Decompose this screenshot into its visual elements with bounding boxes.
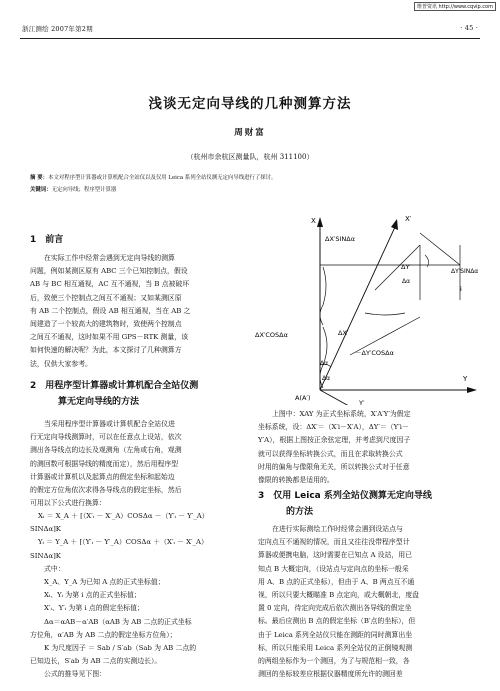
body-line: 标，所以只能采用 Leica 系列全站仪的正倒镜观测 <box>258 643 413 652</box>
label-dx: ΔX′ <box>338 329 349 337</box>
page-number: · 45 · <box>460 24 478 32</box>
label-dy: ΔY′ <box>401 263 411 271</box>
label-y-prime: Y′ <box>359 399 365 405</box>
body-line: 用 A、B 点的正式坐标），但由于 A、B 两点互不通 <box>258 577 415 586</box>
body-line: 测出各导线点的边长及观测角（左角或右角，观测 <box>30 446 182 455</box>
header-rule <box>20 38 480 39</box>
formula-line: X′ᵢ、Y′ᵢ 为第 i 点的假定坐标值； <box>44 604 144 613</box>
body-line: 知点 B 大概定向，（设站点与定向点的坐标一般采 <box>258 564 409 573</box>
formula-line: Δα＝αAB－α′AB（αAB 为 AB 二点的正式坐标 <box>44 617 192 626</box>
brace-dy-cos <box>365 313 405 315</box>
coordinate-transform-diagram <box>255 205 485 405</box>
label-minus-dy-cos: －ΔY′COSΔα <box>355 349 394 357</box>
body-line: 当采用程序型计算器或计算机配合全站仪进 <box>44 420 175 428</box>
body-line: 在实际工作中经常会遇到无定向导线的测算 <box>44 254 175 262</box>
abstract-text: 本文对程序型计算器或计算机配合全站仪以及仅用 Leica 系列全站仪测无定向导线进行了探讨。 <box>48 175 277 181</box>
section-1-title: 1 前言 <box>30 235 64 245</box>
keywords-text: 无定向导线；程序型计算器 <box>51 187 117 193</box>
section-3-title-line: 的方法 <box>286 507 314 517</box>
label-dy-sin: ΔY′SINΔα <box>451 268 479 275</box>
section-3-title-line: 3 仅用 Leica 系列全站仪测算无定向导线 <box>258 491 432 501</box>
section-2-title-line: 算无定向导线的方法 <box>58 397 140 407</box>
label-da-low: Δα <box>322 375 331 382</box>
body-line: 有 AB 二个控制点，假设 AB 相互通视，当在 AB 之 <box>30 306 191 315</box>
body-line: 像限的转换都是适用的。 <box>258 476 334 485</box>
body-line: 的两组坐标作为一个测回，为了与规范相一致，各 <box>258 657 410 666</box>
body-line: 计算器或计算机以及起算点的假定坐标和起始边 <box>30 472 175 481</box>
article-title: 浅谈无定向导线的几种测算方法 <box>148 96 352 112</box>
label-da-upper: Δα <box>402 278 411 285</box>
watermark-stamp: 维普资讯 http://www.cqvip.com <box>414 2 496 11</box>
section-2-title <box>30 378 198 410</box>
label-da-mid: Δα <box>320 360 329 367</box>
rotated-segment <box>375 245 420 290</box>
body-line: 置 0 定向，待定向完成后依次测出各导线的假定坐 <box>258 604 412 613</box>
body-line: 法，仅供大家参考。 <box>30 359 93 368</box>
body-line: 由于 Leica 系列全站仪只能在测距的同时测算出坐 <box>258 630 413 639</box>
body-line: 标。最后应测出 B 点的假定坐标（B′点的坐标），但 <box>258 617 416 626</box>
body-line: 的假定方位角依次求得各导线点的假定坐标，然后 <box>30 486 182 495</box>
body-line: 的测回数可根据导线的精度而定），然后用程序型 <box>30 459 179 468</box>
body-line: 间建造了一个较高大的建筑物时，致使两个控制点 <box>30 320 182 329</box>
body-line: 算器或便携电脑，这时需要在已知点 A 设站，用已 <box>258 551 413 560</box>
body-line: 之间互不通视，这时如果不用 GPS－RTK 测量，该 <box>30 333 189 342</box>
label-x: X <box>311 217 316 225</box>
formula-line: SINΔα]K <box>30 551 61 560</box>
section-3-title <box>258 488 432 520</box>
formula-line: 方位角，α′AB 为 AB 二点的假定坐标方位角）； <box>30 630 177 639</box>
body-line: 时用的偏角与像限角无关，所以转换公式对于任意 <box>258 462 410 471</box>
body-line: 就可以获得坐标转换公式，而且在求取转换公式 <box>258 449 403 458</box>
body-line: 问题，例如某测区原有 ABC 三个已知控制点，假设 <box>30 267 188 276</box>
label-dx-cos: ΔX′COSΔα <box>255 331 288 339</box>
formula-line: 公式的推导见下图： <box>44 670 107 679</box>
label-y: Y <box>463 375 468 383</box>
formula-line: Yᵢ ＝ Y_A ＋ [（Y′ᵢ － Y′_A）COSΔα ＋（X′ᵢ － X′_A） <box>38 538 208 547</box>
formula-line: 式中： <box>44 564 65 573</box>
formula-line: X_A、Y_A 为已知 A 点的正式坐标值； <box>44 578 165 587</box>
label-dx-sin: ΔX′SINΔα <box>325 235 356 243</box>
section-3-body <box>258 523 478 681</box>
article-author: 周财富 <box>234 128 266 138</box>
keywords <box>30 184 475 197</box>
formula-line: K 为尺度因子 ＝ Sab / S′ab（Sab 为 AB 二点的 <box>44 644 197 653</box>
article-affiliation: （杭州市余杭区测量队，杭州 311100） <box>186 153 314 161</box>
section-2-title-line: 2 用程序型计算器或计算机配合全站仪测 <box>30 381 199 391</box>
brace-dx-sin <box>320 267 326 325</box>
formula-line: 已知边长，S′ab 为 AB 二点的实测边长）。 <box>30 657 162 666</box>
x-prime-axis-arrow <box>391 219 398 230</box>
formula-line: Xᵢ、Yᵢ 为第 i 点的正式坐标值； <box>44 591 141 600</box>
label-a: A(A′) <box>295 394 311 402</box>
formula-line: SINΔα]K <box>30 525 61 534</box>
keywords-label: 关键词： <box>30 187 52 193</box>
body-line: 坐标系统，设：ΔX′＝（X′i－X′A），ΔY′＝（Y′i－ <box>258 423 409 432</box>
x-prime-axis <box>320 227 395 390</box>
label-x-prime: X′ <box>405 215 412 223</box>
body-line: AB 与 BC 相互通视，AC 互不通视，当 B 点被破坏 <box>30 280 190 289</box>
body-line: 可用以下公式进行换算： <box>30 499 106 508</box>
body-line: 定向点互不通视的情况，而且又往往没带程序型计 <box>258 538 410 547</box>
abstract <box>30 172 475 185</box>
formula-line: Xᵢ ＝ X_A ＋ [（X′ᵢ － X′_A）COSΔα －（Y′ᵢ － Y′_A） <box>38 512 209 520</box>
section-1-body <box>30 252 245 371</box>
body-line: 行无定向导线测算时，可以在任意点上设站，依次 <box>30 433 182 442</box>
body-line: 如何快速的解决呢？为此，本文探讨了几种测算方 <box>30 346 182 355</box>
x-axis-arrow <box>317 217 323 227</box>
abstract-label: 摘 要： <box>30 175 49 181</box>
journal-header: 浙江测绘 2007年第2期 <box>22 25 93 33</box>
body-line: 后，致使三个控制点之间互不通视；又如某测区原 <box>30 293 182 302</box>
body-line: 上图中：XAY 为正式坐标系统，X′A′Y′为假定 <box>272 410 411 418</box>
body-line: 视，所以只要大概瞄准 B 点定向，或大概朝北，度盘 <box>258 591 420 600</box>
i-segment <box>420 233 460 265</box>
formula-block <box>30 510 245 682</box>
body-line: 在进行实际测绘工作时经常会遇到设站点与 <box>272 525 403 533</box>
figure-explanation <box>258 408 478 487</box>
y-axis-arrow <box>467 387 477 393</box>
label-i: i <box>460 285 462 293</box>
body-line: Y′A），根据上图按正余弦定理，并考虑到尺度因子 <box>258 436 411 445</box>
section-2-body <box>30 418 245 510</box>
body-line: 测回的坐标较差应根据仪器精度所允许的测回差 <box>258 670 403 679</box>
